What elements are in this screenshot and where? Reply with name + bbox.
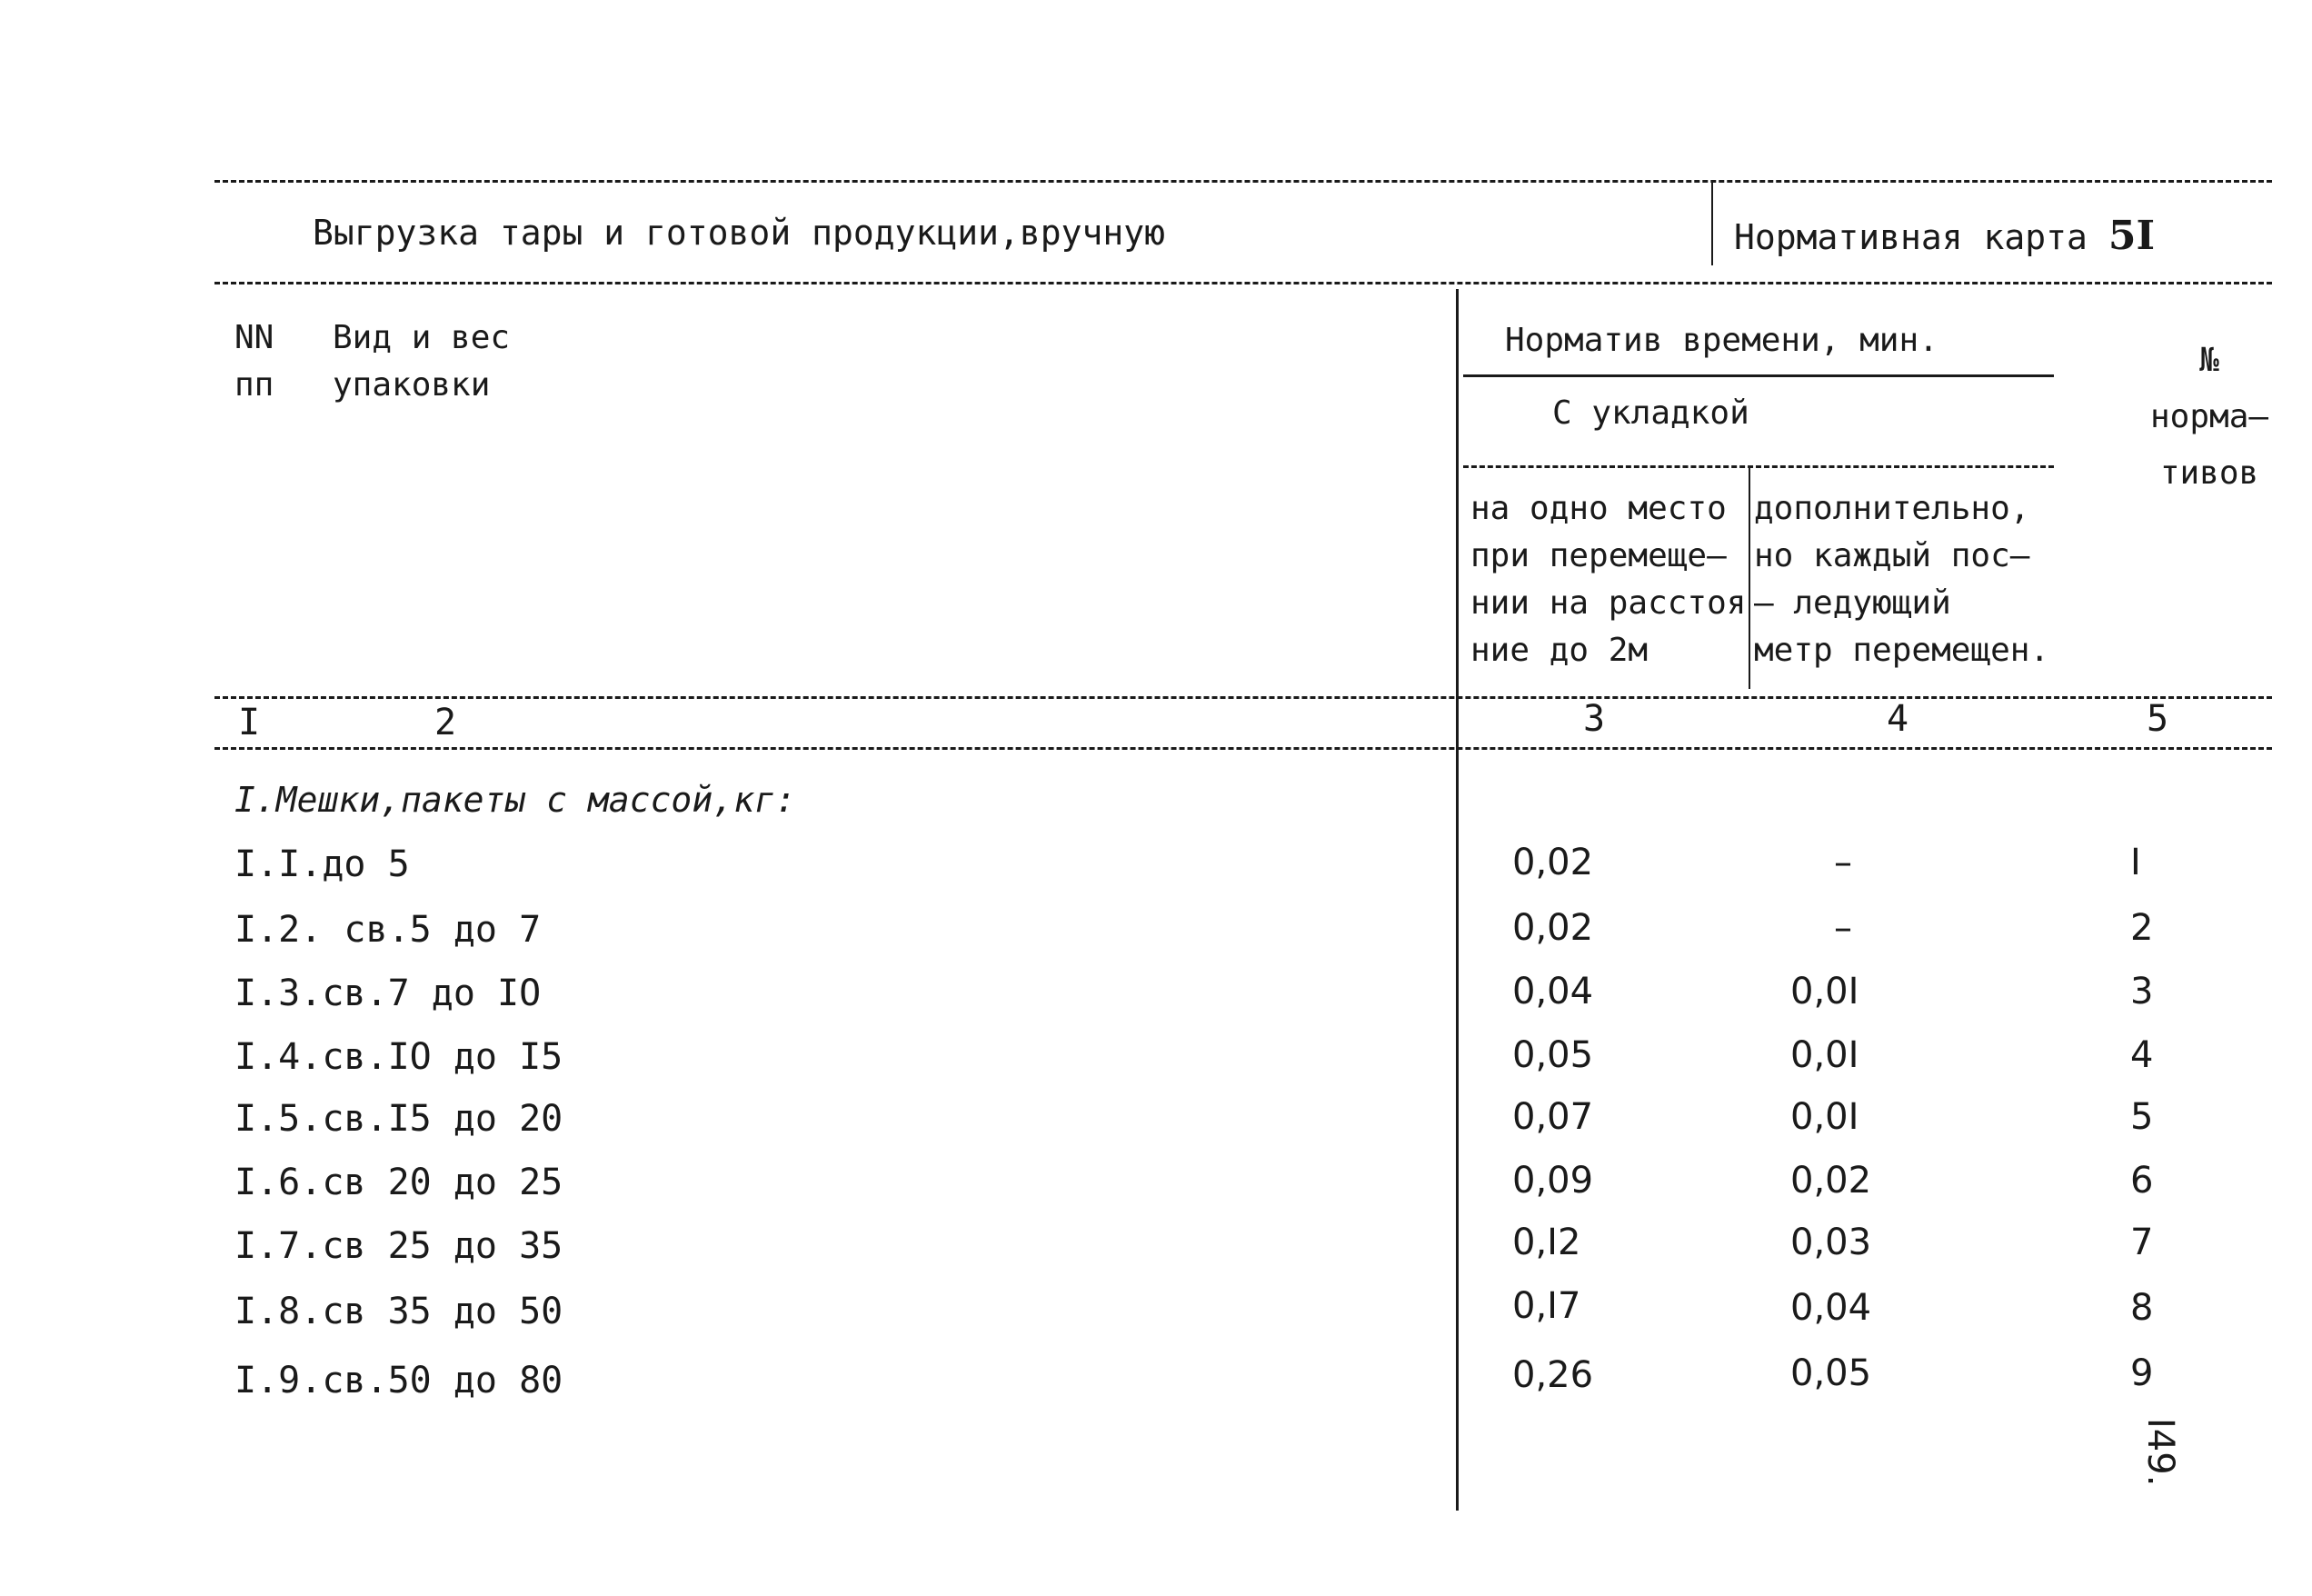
page-number: I49. [2139,1418,2181,1487]
row-one-place: 0,02 [1512,907,1594,949]
row-norm-no: 2 [2130,907,2154,949]
row-norm-no: 5 [2130,1096,2154,1138]
column-header-additional: дополнительно, но каждый пос– – ледующий метр перемещен. [1754,490,2050,669]
column-header-with-stacking: С укладкой [1552,394,1749,432]
row-name: I.9.св.50 до 80 [234,1360,563,1401]
main-vertical-rule [1456,289,1459,1511]
card-number: 5I [2108,213,2156,259]
column-header-kind: Вид и вес упаковки [333,319,511,404]
row-one-place: 0,26 [1512,1354,1594,1396]
column-header-norm-time: Норматив времени, мин. [1505,322,1938,359]
row-additional: 0,02 [1790,1160,1872,1202]
column-header-norm-no: № норма– тивов [2150,342,2269,492]
norm-time-rule [1463,374,2054,377]
row-one-place: 0,07 [1512,1096,1594,1138]
column-numbers-bottom-rule [214,747,2272,750]
card-label-text: Нормативная карта [1734,217,2088,257]
column-number-5: 5 [2147,698,2169,740]
row-additional: – [1834,907,1852,949]
row-norm-no: 9 [2130,1352,2154,1394]
row-name: I.7.св 25 до 35 [234,1225,563,1267]
row-name: I.6.св 20 до 25 [234,1162,563,1203]
column-numbers-top-rule [214,696,2272,699]
row-one-place: 0,09 [1512,1160,1594,1202]
row-additional: 0,04 [1790,1287,1872,1329]
top-rule [214,180,2272,183]
sub-column-divider [1749,465,1750,689]
column-header-nn: NN пп [234,319,274,404]
header-divider [1711,180,1713,265]
row-additional: 0,0I [1790,1096,1859,1138]
header-bottom-rule [214,282,2272,284]
row-norm-no: 8 [2130,1287,2154,1329]
row-norm-no: I [2130,842,2141,883]
row-one-place: 0,02 [1512,842,1594,883]
column-number-1: I [238,702,261,743]
column-number-4: 4 [1887,698,1909,740]
row-additional: 0,05 [1790,1352,1872,1394]
row-name: I.8.св 35 до 50 [234,1291,563,1332]
row-norm-no: 6 [2130,1160,2154,1202]
row-one-place: 0,I2 [1512,1222,1581,1263]
row-additional: 0,0I [1790,1034,1859,1076]
row-one-place: 0,I7 [1512,1285,1581,1327]
row-additional: 0,0I [1790,971,1859,1012]
row-norm-no: 4 [2130,1034,2154,1076]
row-name: I.5.св.I5 до 20 [234,1098,563,1140]
column-header-one-place: на одно место при перемеще– нии на расстоя ние до 2м [1470,490,1747,669]
row-additional: – [1834,842,1852,883]
column-number-2: 2 [434,702,457,743]
row-one-place: 0,05 [1512,1034,1594,1076]
row-additional: 0,03 [1790,1222,1872,1263]
card-label [1734,213,2155,259]
column-number-3: 3 [1583,698,1606,740]
with-stacking-rule [1463,465,2054,468]
page-title: Выгрузка тары и готовой продукции,вручную [313,213,1165,253]
row-name: I.3.св.7 до IO [234,973,542,1014]
row-one-place: 0,04 [1512,971,1594,1012]
row-name: I.I.до 5 [234,843,410,885]
row-name: I.4.св.IO до I5 [234,1036,563,1078]
row-norm-no: 7 [2130,1222,2154,1263]
row-name: I.2. св.5 до 7 [234,909,542,951]
section-title: I.Мешки,пакеты с массой,кг: [234,780,796,820]
row-norm-no: 3 [2130,971,2154,1012]
